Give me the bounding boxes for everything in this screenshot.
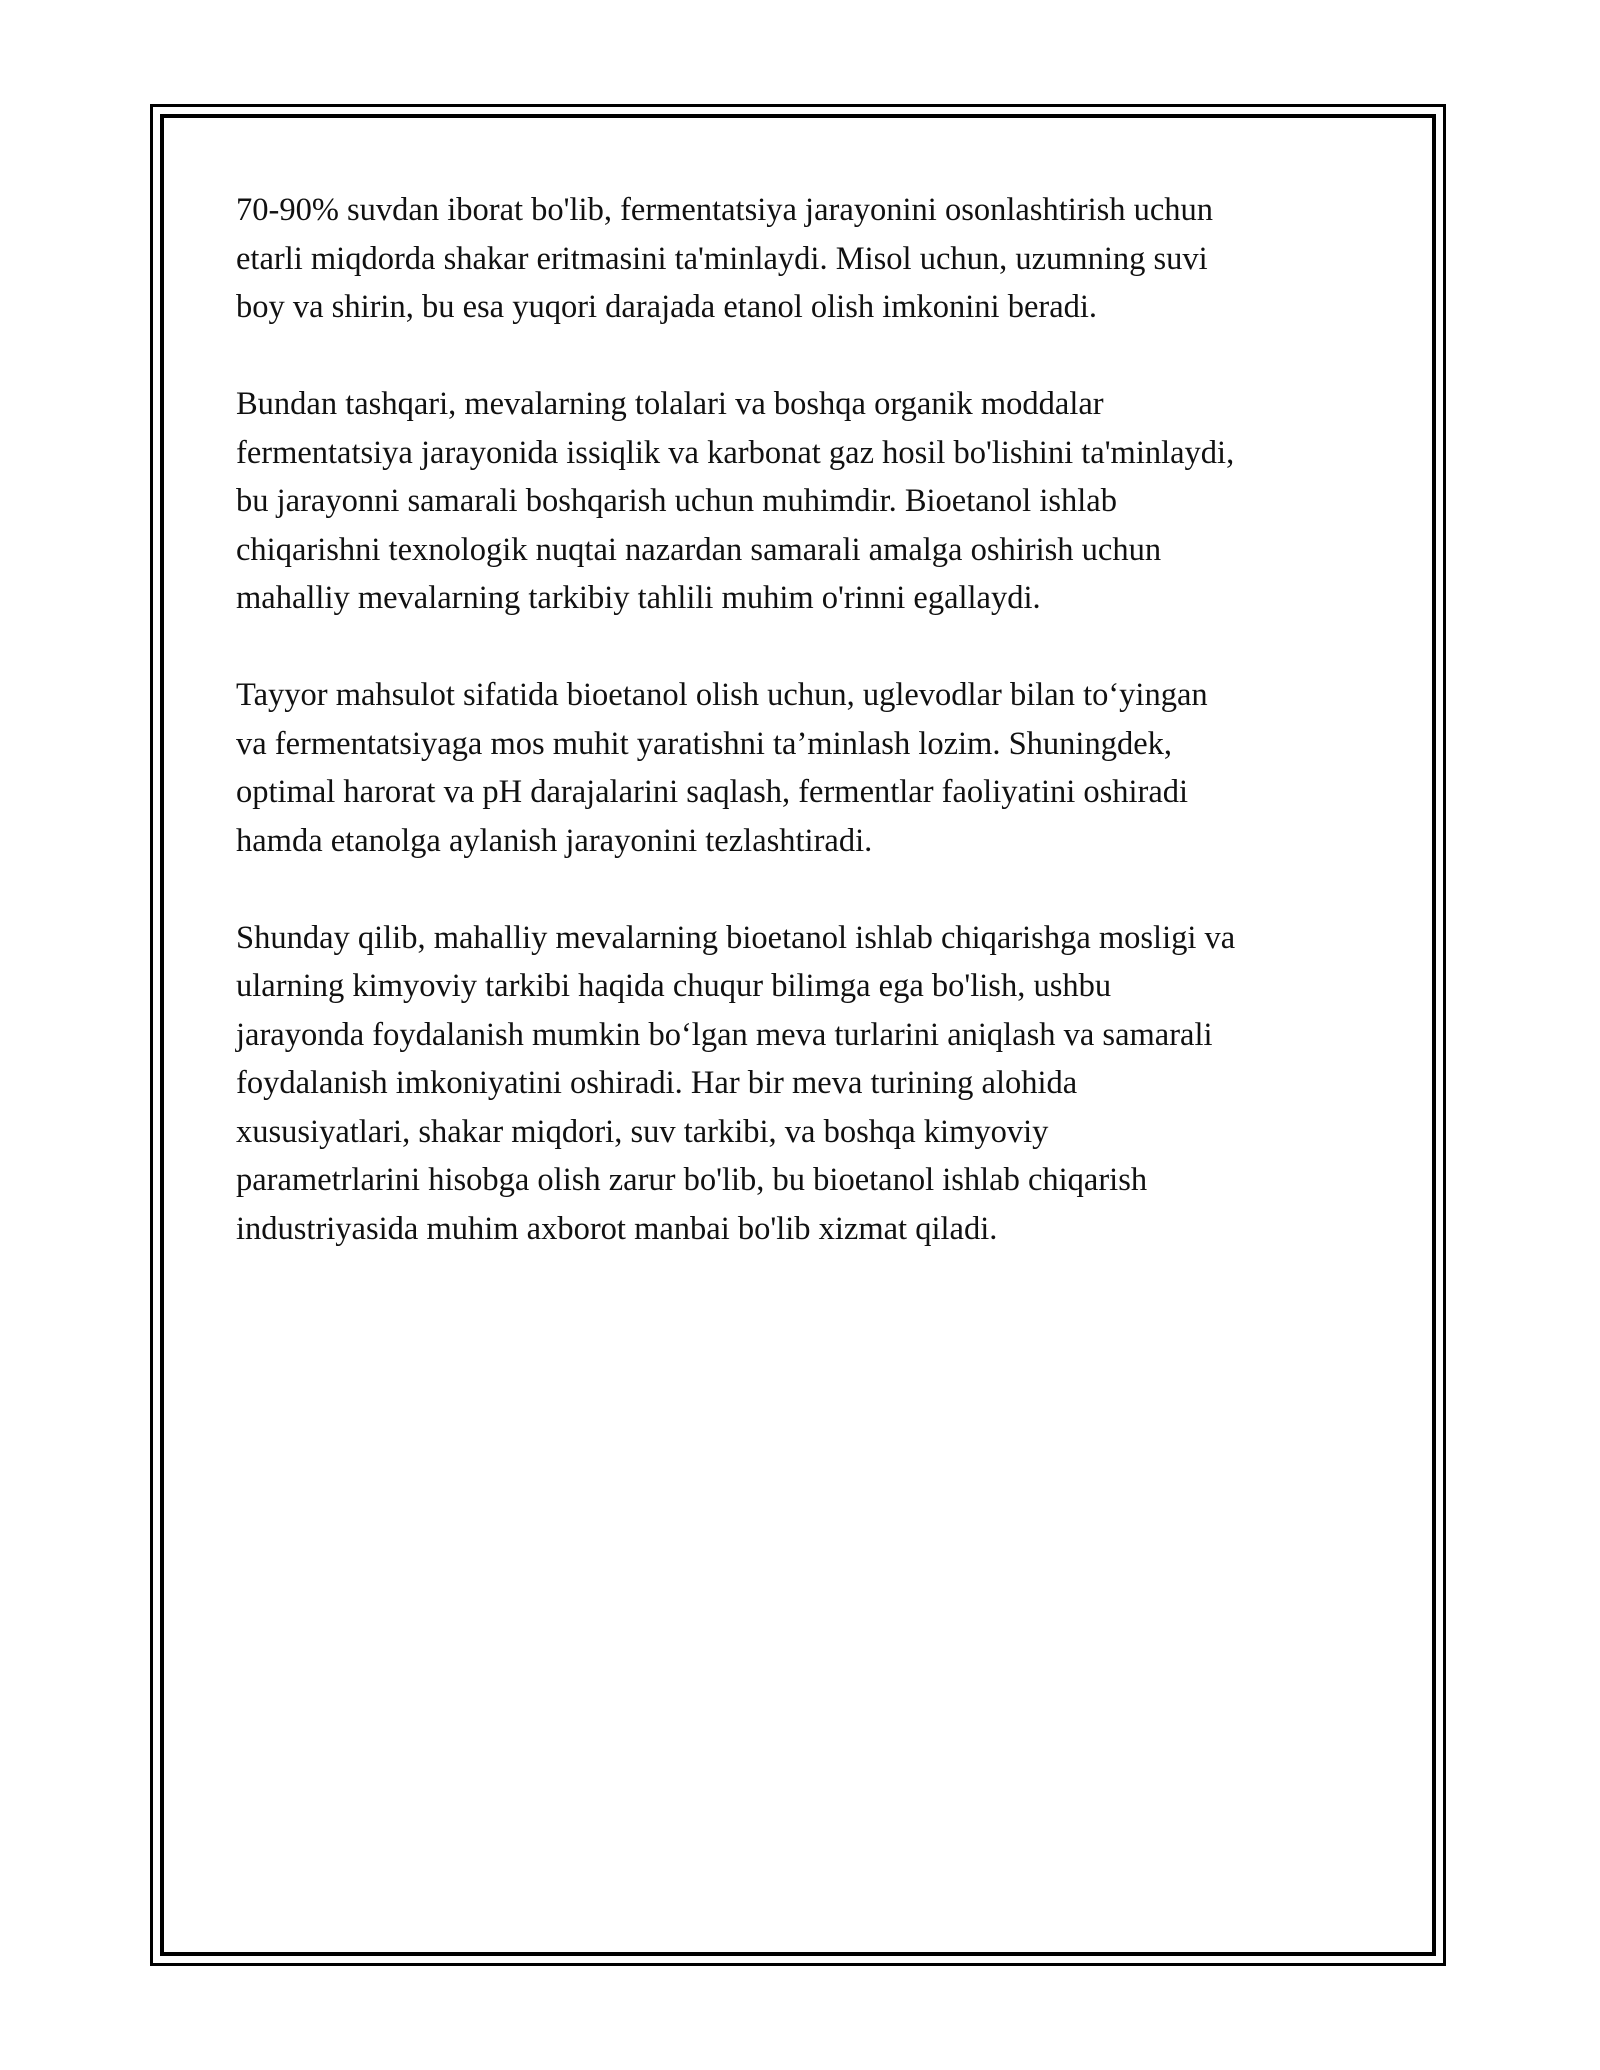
- paragraph-3: [236, 671, 1376, 865]
- text-line: industriyasida muhim axborot manbai bo'lib xizmat qiladi.: [236, 1210, 998, 1247]
- text-line: bu jarayonni samarali boshqarish uchun muhimdir. Bioetanol ishlab: [236, 483, 1117, 519]
- paragraph-4: [236, 914, 1376, 1254]
- text-line: parametrlarini hisobga olish zarur bo'lib, bu bioetanol ishlab chiqarish: [236, 1162, 1148, 1198]
- text-line: boy va shirin, bu esa yuqori darajada etanol olish imkonini beradi.: [236, 289, 1098, 325]
- text-line: xususiyatlari, shakar miqdori, suv tarkibi, va boshqa kimyoviy: [236, 1113, 1049, 1150]
- text-line: Shunday qilib, mahalliy mevalarning bioetanol ishlab chiqarishga mosligi va: [236, 919, 1236, 956]
- text-line: etarli miqdorda shakar eritmasini ta'minlaydi. Misol uchun, uzumning suvi: [236, 240, 1208, 277]
- text-line: 70-90% suvdan iborat bo'lib, fermentatsiya jarayonini osonlashtirish uchun: [236, 192, 1214, 228]
- text-line: jarayonda foydalanish mumkin bo‘lgan meva turlarini aniqlash va samarali: [236, 1016, 1213, 1053]
- text-line: optimal harorat va pH darajalarini saqlash, fermentlar faoliyatini oshiradi: [236, 774, 1189, 810]
- document-body: [236, 186, 1376, 1253]
- text-line: chiqarishni texnologik nuqtai nazardan samarali amalga oshirish uchun: [236, 531, 1162, 568]
- text-line: ularning kimyoviy tarkibi haqida chuqur bilimga ega bo'lish, ushbu: [236, 968, 1112, 1004]
- paragraph-1: [236, 186, 1376, 332]
- paragraph-2: [236, 380, 1376, 623]
- text-line: foydalanish imkoniyatini oshiradi. Har bir meva turining alohida: [236, 1065, 1078, 1101]
- text-line: Bundan tashqari, mevalarning tolalari va boshqa organik moddalar: [236, 386, 1104, 422]
- text-line: mahalliy mevalarning tarkibiy tahlili muhim o'rinni egallaydi.: [236, 580, 1041, 616]
- text-line: Tayyor mahsulot sifatida bioetanol olish uchun, uglevodlar bilan to‘yingan: [236, 677, 1208, 713]
- text-line: va fermentatsiyaga mos muhit yaratishni ta’minlash lozim. Shuningdek,: [236, 725, 1172, 762]
- text-line: fermentatsiya jarayonida issiqlik va karbonat gaz hosil bo'lishini ta'minlaydi,: [236, 434, 1235, 471]
- text-line: hamda etanolga aylanish jarayonini tezlashtiradi.: [236, 822, 873, 859]
